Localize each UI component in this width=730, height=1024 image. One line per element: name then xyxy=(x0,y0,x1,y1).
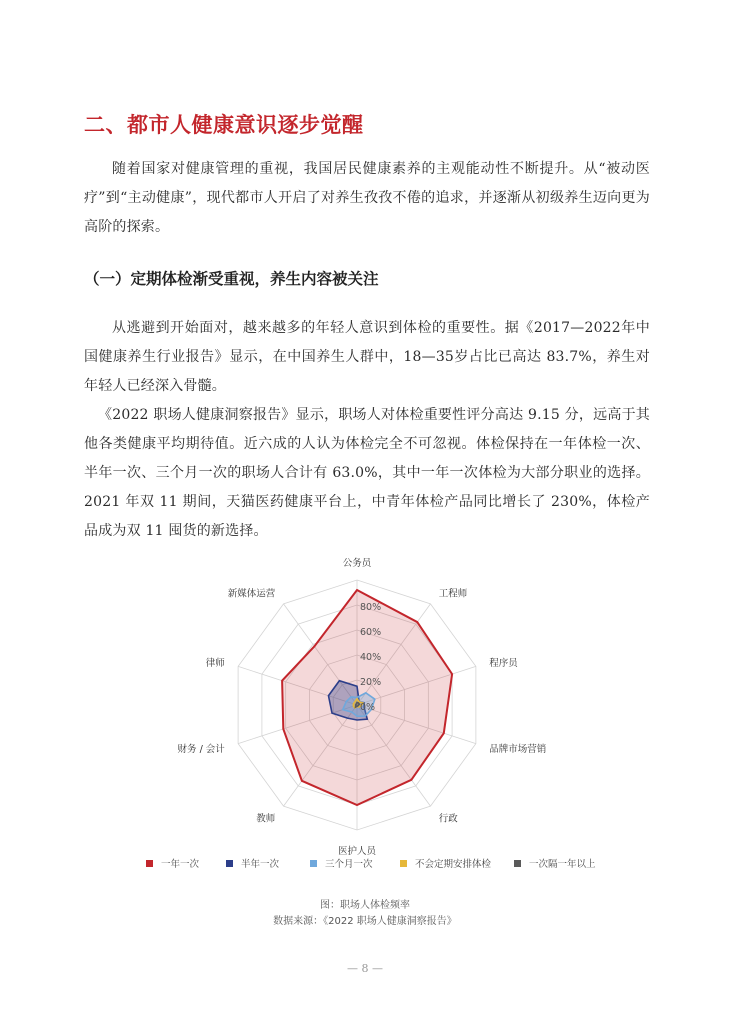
category-label: 品牌市场营销 xyxy=(489,743,547,755)
chart-legend xyxy=(130,856,610,874)
legend-label: 三个月一次 xyxy=(325,859,373,870)
legend-item xyxy=(146,856,199,870)
category-label: 行政 xyxy=(438,813,458,825)
category-label: 教师 xyxy=(256,813,276,825)
legend-swatch xyxy=(514,860,521,867)
category-label: 工程师 xyxy=(438,588,468,600)
paragraph-2: 《2022 职场人健康洞察报告》显示，职场人对体检重要性评分高达 9.15 分，远高于其他各类健康平均期待值。近六成的人认为体检完全不可忽视。体检保持在一年体检一次、半年一次、三个月一次的职场人合计有 63.0%，其中一年一次体检为大部分职业的选择。2021 年双 11 期间，天猫医药健康平台上，中青年体检产品同比增长了 230%，体检产品成为双 11 囤货的新选择。 xyxy=(84,407,650,539)
paragraph-1: 从逃避到开始面对，越来越多的年轻人意识到体检的重要性。据《2017—2022年中国健康养生行业报告》显示，在中国养生人群中，18—35岁占比已高达 83.7%，养生对年轻人已经深入骨髓。 xyxy=(84,320,650,394)
category-label: 程序员 xyxy=(489,658,518,670)
category-label: 医护人员 xyxy=(337,846,377,857)
legend-label: 一次隔一年以上 xyxy=(529,859,596,870)
legend-item xyxy=(514,856,596,870)
tick-label: 40% xyxy=(360,652,382,663)
legend-item xyxy=(400,856,491,870)
tick-label: 60% xyxy=(360,627,382,638)
figure-source: 数据来源：《2022 职场人健康洞察报告》 xyxy=(273,916,457,927)
subsection-heading: （一）定期体检渐受重视，养生内容被关注 xyxy=(84,270,379,288)
category-label: 财务 / 会计 xyxy=(177,743,225,755)
legend-item xyxy=(310,856,373,870)
category-label: 新媒体运营 xyxy=(227,588,276,600)
legend-label: 半年一次 xyxy=(241,859,280,870)
radar-chart xyxy=(130,558,600,857)
legend-swatch xyxy=(146,860,153,867)
legend-swatch xyxy=(310,860,317,867)
intro-paragraph: 随着国家对健康管理的重视，我国居民健康素养的主观能动性不断提升。从“被动医疗”到“主动健康”，现代都市人开启了对养生孜孜不倦的追求，并逐渐从初级养生迈向更为高阶的探索。 xyxy=(84,161,650,235)
legend-swatch xyxy=(226,860,233,867)
section-heading: 二、都市人健康意识逐步觉醒 xyxy=(84,113,364,137)
category-label: 公务员 xyxy=(342,558,372,569)
legend-label: 一年一次 xyxy=(161,859,200,870)
radar-series xyxy=(282,590,452,805)
legend-swatch xyxy=(400,860,407,867)
tick-label: 20% xyxy=(360,677,382,688)
tick-label: 80% xyxy=(360,602,382,613)
legend-label: 不会定期安排体检 xyxy=(415,859,492,870)
figure-caption: 图：职场人体检频率 xyxy=(320,900,410,911)
legend-item xyxy=(226,856,279,870)
category-label: 律师 xyxy=(205,658,225,670)
page-number: — 8 — xyxy=(347,962,383,975)
tick-label: 0% xyxy=(360,702,376,713)
